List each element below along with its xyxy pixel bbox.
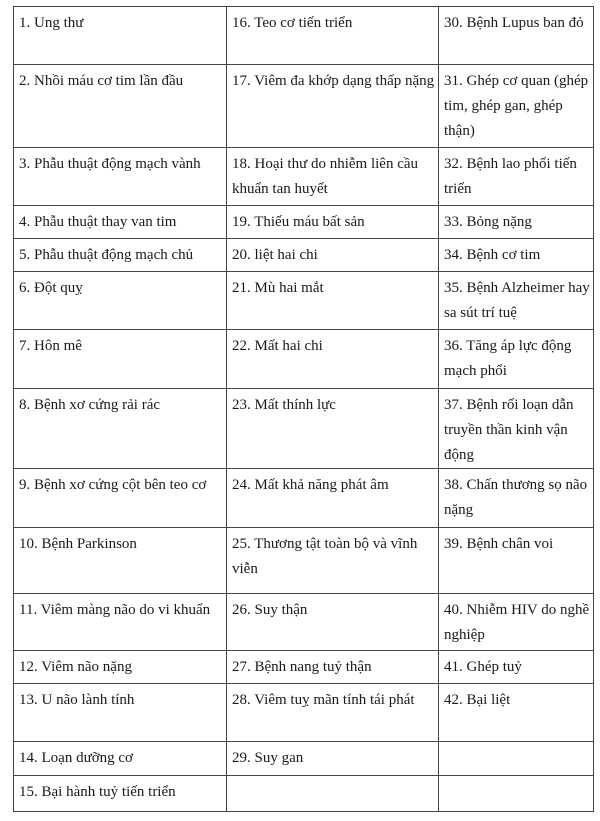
table-cell: 13. U não lành tính (14, 684, 227, 742)
table-row (14, 239, 594, 272)
table-row (14, 651, 594, 684)
table-cell: 7. Hôn mê (14, 330, 227, 389)
table-cell: 5. Phẫu thuật động mạch chủ (14, 239, 227, 272)
table-cell (439, 776, 594, 812)
table-cell: 24. Mất khả năng phát âm (227, 469, 439, 528)
table-cell: 6. Đột quỵ (14, 272, 227, 330)
table-row (14, 742, 594, 776)
table-cell (227, 776, 439, 812)
table-cell: 21. Mù hai mắt (227, 272, 439, 330)
table-cell: 37. Bệnh rối loạn dẫn truyền thần kinh vận động (439, 389, 594, 469)
table-cell: 23. Mất thính lực (227, 389, 439, 469)
table-cell: 29. Suy gan (227, 742, 439, 776)
table-cell: 2. Nhồi máu cơ tim lần đầu (14, 65, 227, 148)
table-cell: 3. Phẫu thuật động mạch vành (14, 148, 227, 206)
table-cell: 10. Bệnh Parkinson (14, 528, 227, 594)
table-cell: 20. liệt hai chi (227, 239, 439, 272)
table-row (14, 684, 594, 742)
table-cell: 19. Thiếu máu bất sản (227, 206, 439, 239)
table-row (14, 65, 594, 148)
table-cell: 9. Bệnh xơ cứng cột bên teo cơ (14, 469, 227, 528)
table-cell: 28. Viêm tuỵ mãn tính tái phát (227, 684, 439, 742)
table-cell: 38. Chấn thương sọ não nặng (439, 469, 594, 528)
table-cell: 41. Ghép tuỷ (439, 651, 594, 684)
table-cell: 27. Bệnh nang tuỷ thận (227, 651, 439, 684)
table-row (14, 272, 594, 330)
table-cell: 34. Bệnh cơ tim (439, 239, 594, 272)
table-cell: 17. Viêm đa khớp dạng thấp nặng (227, 65, 439, 148)
table-row (14, 469, 594, 528)
table-cell: 4. Phẫu thuật thay van tim (14, 206, 227, 239)
table-row (14, 594, 594, 651)
table-row (14, 7, 594, 65)
table-cell: 12. Viêm não nặng (14, 651, 227, 684)
disease-table (13, 6, 594, 812)
table-cell: 25. Thương tật toàn bộ và vĩnh viễn (227, 528, 439, 594)
table-cell: 42. Bại liệt (439, 684, 594, 742)
table-cell: 22. Mất hai chi (227, 330, 439, 389)
table-row (14, 776, 594, 812)
table-cell: 1. Ung thư (14, 7, 227, 65)
table-cell: 35. Bệnh Alzheimer hay sa sút trí tuệ (439, 272, 594, 330)
table-row (14, 148, 594, 206)
table-cell: 36. Tăng áp lực động mạch phổi (439, 330, 594, 389)
table-cell: 11. Viêm màng não do vi khuẩn (14, 594, 227, 651)
table-row (14, 206, 594, 239)
table-cell (439, 742, 594, 776)
table-cell: 16. Teo cơ tiến triển (227, 7, 439, 65)
table-cell: 26. Suy thận (227, 594, 439, 651)
table-cell: 8. Bệnh xơ cứng rải rác (14, 389, 227, 469)
table-row (14, 330, 594, 389)
table-cell: 14. Loạn dưỡng cơ (14, 742, 227, 776)
table-cell: 32. Bệnh lao phổi tiến triển (439, 148, 594, 206)
table-cell: 39. Bệnh chân voi (439, 528, 594, 594)
table-row (14, 389, 594, 469)
table-cell: 18. Hoại thư do nhiễm liên cầu khuẩn tan huyết (227, 148, 439, 206)
table-cell: 33. Bỏng nặng (439, 206, 594, 239)
table-cell: 30. Bệnh Lupus ban đỏ (439, 7, 594, 65)
table-cell: 40. Nhiễm HIV do nghề nghiệp (439, 594, 594, 651)
table-cell: 31. Ghép cơ quan (ghép tim, ghép gan, ghép thận) (439, 65, 594, 148)
table-row (14, 528, 594, 594)
table-cell: 15. Bại hành tuỷ tiến triển (14, 776, 227, 812)
